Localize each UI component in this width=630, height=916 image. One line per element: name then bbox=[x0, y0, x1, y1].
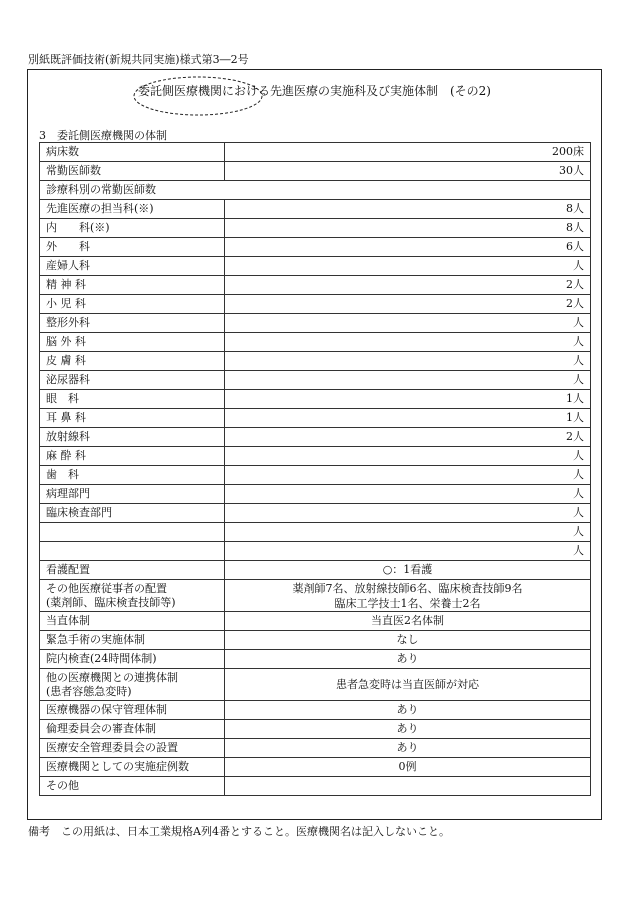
dept-row bbox=[40, 504, 591, 523]
dept-count: 2人 bbox=[225, 428, 591, 447]
dept-row bbox=[40, 371, 591, 390]
row-value-line: 臨床工学技士1名、栄養士2名 bbox=[334, 596, 481, 610]
row-value bbox=[225, 739, 591, 758]
dept-label bbox=[40, 523, 225, 542]
dept-row bbox=[40, 409, 591, 428]
dept-row bbox=[40, 485, 591, 504]
table-row bbox=[40, 777, 591, 796]
row-label-line: 院内検査(24時間体制) bbox=[46, 652, 157, 665]
row-label bbox=[40, 739, 225, 758]
dept-count: 8人 bbox=[225, 219, 591, 238]
row-label-line: (患者容態急変時) bbox=[46, 684, 132, 698]
section-heading: 3 委託側医療機関の体制 bbox=[39, 129, 167, 142]
dept-header: 診療科別の常勤医師数 bbox=[40, 181, 591, 200]
dept-count: 6人 bbox=[225, 238, 591, 257]
dept-count: 2人 bbox=[225, 295, 591, 314]
table-row bbox=[40, 631, 591, 650]
row-value-line: ○：1看護 bbox=[382, 563, 433, 576]
dept-count: 人 bbox=[225, 447, 591, 466]
row-value bbox=[225, 701, 591, 720]
row-label-line: 当直体制 bbox=[46, 614, 90, 627]
row-label bbox=[40, 561, 225, 580]
dept-row bbox=[40, 257, 591, 276]
row-label bbox=[40, 701, 225, 720]
row-label-line: 医療機器の保守管理体制 bbox=[46, 703, 167, 716]
dept-row bbox=[40, 390, 591, 409]
table-row bbox=[40, 612, 591, 631]
row-value: 200床 bbox=[225, 143, 591, 162]
row-label bbox=[40, 669, 225, 701]
dept-count: 人 bbox=[225, 504, 591, 523]
dept-count: 人 bbox=[225, 333, 591, 352]
form-frame bbox=[27, 69, 602, 820]
table-row bbox=[40, 143, 591, 162]
dept-row bbox=[40, 200, 591, 219]
dept-label: 脳 外 科 bbox=[40, 333, 225, 352]
table-row bbox=[40, 181, 591, 200]
title-block bbox=[28, 82, 601, 102]
dept-label: 整形外科 bbox=[40, 314, 225, 333]
dept-row bbox=[40, 466, 591, 485]
dept-count: 人 bbox=[225, 314, 591, 333]
dept-label: 臨床検査部門 bbox=[40, 504, 225, 523]
table-row bbox=[40, 758, 591, 777]
row-value bbox=[225, 777, 591, 796]
dept-label: 内 科(※) bbox=[40, 219, 225, 238]
row-label bbox=[40, 758, 225, 777]
row-label bbox=[40, 777, 225, 796]
dept-label bbox=[40, 542, 225, 561]
dept-count: 人 bbox=[225, 523, 591, 542]
dept-count: 1人 bbox=[225, 390, 591, 409]
table-row bbox=[40, 561, 591, 580]
dept-count: 人 bbox=[225, 352, 591, 371]
dept-label: 病理部門 bbox=[40, 485, 225, 504]
row-label-line: その他医療従事者の配置 bbox=[46, 581, 167, 595]
dept-row bbox=[40, 295, 591, 314]
table-row bbox=[40, 162, 591, 181]
dept-row bbox=[40, 219, 591, 238]
row-value bbox=[225, 650, 591, 669]
dept-count: 人 bbox=[225, 466, 591, 485]
dept-row bbox=[40, 276, 591, 295]
facility-table bbox=[39, 142, 591, 796]
row-label bbox=[40, 612, 225, 631]
row-label-line: 看護配置 bbox=[46, 563, 90, 576]
dept-label: 皮 膚 科 bbox=[40, 352, 225, 371]
row-label bbox=[40, 631, 225, 650]
dept-row bbox=[40, 314, 591, 333]
dept-label: 産婦人科 bbox=[40, 257, 225, 276]
row-value-line: なし bbox=[396, 633, 419, 646]
dept-label: 精 神 科 bbox=[40, 276, 225, 295]
row-value bbox=[225, 669, 591, 701]
dept-label: 泌尿器科 bbox=[40, 371, 225, 390]
row-label-line: 医療安全管理委員会の設置 bbox=[46, 741, 178, 754]
row-label-line: 倫理委員会の審査体制 bbox=[46, 722, 156, 735]
row-value-line: あり bbox=[396, 703, 419, 716]
row-value: 30人 bbox=[225, 162, 591, 181]
row-label-line: (薬剤師、臨床検査技師等) bbox=[46, 595, 176, 609]
dept-label: 麻 酔 科 bbox=[40, 447, 225, 466]
table-row bbox=[40, 720, 591, 739]
dept-count: 8人 bbox=[225, 200, 591, 219]
row-value bbox=[225, 758, 591, 777]
row-label-line: その他 bbox=[46, 779, 79, 792]
row-label-line: 医療機関としての実施症例数 bbox=[46, 760, 189, 773]
dept-row bbox=[40, 542, 591, 561]
form-number: 別紙既評価技術(新規共同実施)様式第3―2号 bbox=[28, 53, 249, 66]
dept-count: 人 bbox=[225, 485, 591, 504]
dept-row bbox=[40, 447, 591, 466]
row-label: 病床数 bbox=[40, 143, 225, 162]
dept-label: 外 科 bbox=[40, 238, 225, 257]
table-row bbox=[40, 650, 591, 669]
row-label: 常勤医師数 bbox=[40, 162, 225, 181]
row-label bbox=[40, 650, 225, 669]
dept-label: 小 児 科 bbox=[40, 295, 225, 314]
row-value-line: 当直医2名体制 bbox=[371, 614, 444, 627]
form-title: 委託側医療機関における先進医療の実施科及び実施体制 (その2) bbox=[137, 84, 491, 98]
dept-count: 人 bbox=[225, 371, 591, 390]
table-row bbox=[40, 701, 591, 720]
dept-row bbox=[40, 333, 591, 352]
row-label bbox=[40, 580, 225, 612]
dept-count: 人 bbox=[225, 542, 591, 561]
row-value-line: 薬剤師7名、放射線技師6名、臨床検査技師9名 bbox=[292, 581, 523, 595]
dept-label: 放射線科 bbox=[40, 428, 225, 447]
dept-label: 眼 科 bbox=[40, 390, 225, 409]
row-value bbox=[225, 612, 591, 631]
row-label bbox=[40, 720, 225, 739]
row-value bbox=[225, 631, 591, 650]
dept-count: 人 bbox=[225, 257, 591, 276]
row-value-line: 0例 bbox=[398, 760, 417, 773]
row-value-line: あり bbox=[396, 741, 419, 754]
dept-row bbox=[40, 523, 591, 542]
dept-row bbox=[40, 428, 591, 447]
row-label-line: 他の医療機関との連携体制 bbox=[46, 670, 178, 684]
dept-label: 歯 科 bbox=[40, 466, 225, 485]
dept-label: 耳 鼻 科 bbox=[40, 409, 225, 428]
row-value bbox=[225, 580, 591, 612]
dept-label: 先進医療の担当科(※) bbox=[40, 200, 225, 219]
table-row bbox=[40, 669, 591, 701]
row-value-line: あり bbox=[396, 652, 419, 665]
row-value bbox=[225, 561, 591, 580]
table-row bbox=[40, 739, 591, 758]
remark-note: 備考 この用紙は、日本工業規格A列4番とすること。医療機関名は記入しないこと。 bbox=[28, 825, 450, 838]
row-label-line: 緊急手術の実施体制 bbox=[46, 633, 145, 646]
dept-row bbox=[40, 238, 591, 257]
row-value-line: あり bbox=[396, 722, 419, 735]
dept-count: 2人 bbox=[225, 276, 591, 295]
table-row bbox=[40, 580, 591, 612]
row-value bbox=[225, 720, 591, 739]
dept-count: 1人 bbox=[225, 409, 591, 428]
dept-row bbox=[40, 352, 591, 371]
row-value-line: 患者急変時は当直医師が対応 bbox=[336, 678, 479, 691]
